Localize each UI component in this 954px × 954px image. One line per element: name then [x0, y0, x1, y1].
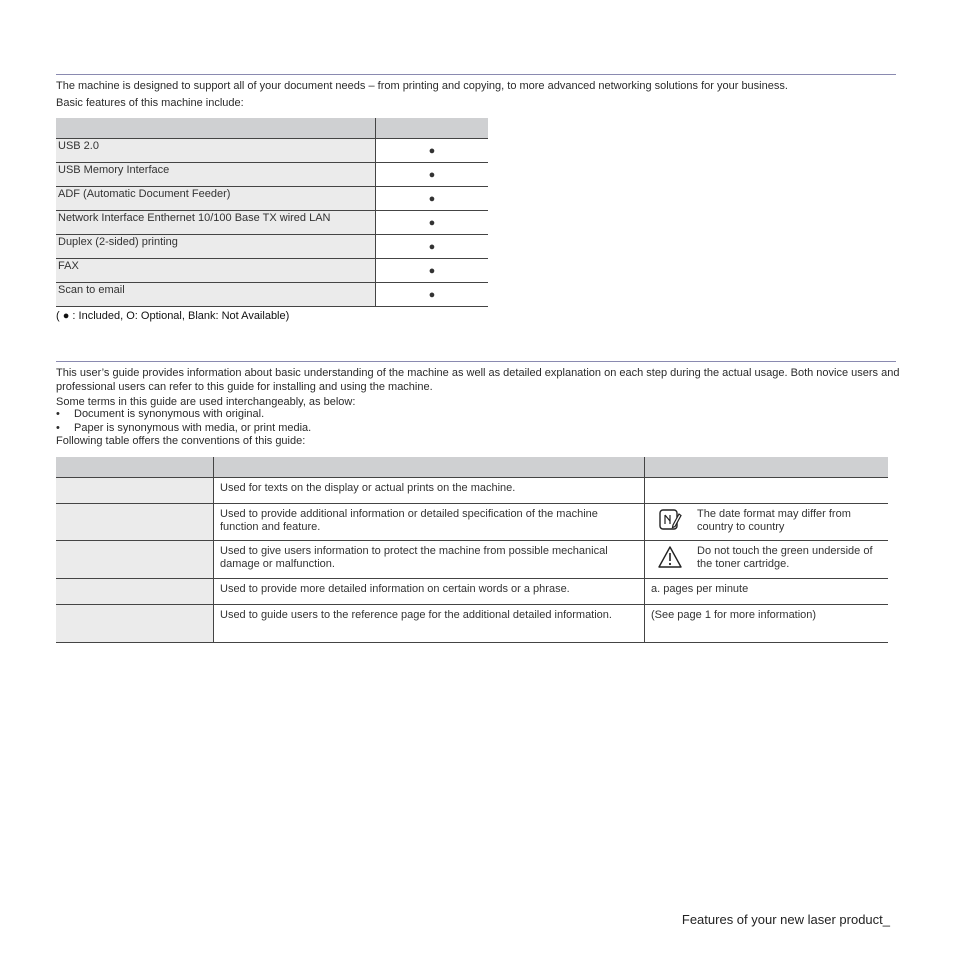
feature-mark: ●: [376, 283, 489, 307]
convention-label: [56, 478, 214, 504]
convention-description: Used to provide more detailed information on certain words or a phrase.: [214, 579, 645, 605]
convention-example: a. pages per minute: [645, 579, 889, 605]
convention-description: Used to give users information to protect the machine from possible mechanical damage or malfunction.: [214, 541, 645, 579]
features-table: [56, 118, 488, 307]
feature-name: FAX: [56, 259, 376, 283]
feature-name: USB 2.0: [56, 139, 376, 163]
conventions-table-header: [56, 457, 888, 478]
convention-example: (See page 1 for more information): [645, 605, 889, 643]
table-row: [56, 235, 488, 259]
guide-intro: This user’s guide provides information about basic understanding of the machine as well as detailed explanation on each step during the actual usage. Both novice users and professional users can refer to this guide for installing and using the machine.: [56, 367, 900, 393]
conventions-table: [56, 457, 888, 643]
page-footer: Features of your new laser product_: [681, 912, 890, 927]
section-rule-guide: [56, 361, 896, 362]
convention-example: [645, 478, 889, 504]
convention-example: [645, 541, 889, 579]
convention-label: [56, 541, 214, 579]
bullet-text: Paper is synonymous with media, or print media.: [74, 422, 312, 434]
section-rule-top: [56, 74, 896, 75]
table-row: [56, 478, 888, 504]
convention-label: [56, 605, 214, 643]
intro-subtext: Basic features of this machine include:: [56, 97, 244, 109]
guide-table-intro: Following table offers the conventions of this guide:: [56, 435, 306, 447]
features-table-header: [56, 118, 488, 139]
features-legend: ( ● : Included, O: Optional, Blank: Not Available): [56, 310, 290, 322]
convention-description: Used to provide additional information or detailed specification of the machine function and feature.: [214, 504, 645, 541]
table-row: [56, 139, 488, 163]
table-row: [56, 541, 888, 579]
example-text: Do not touch the green underside of the toner cartridge.: [697, 545, 873, 570]
table-row: [56, 163, 488, 187]
feature-name: Scan to email: [56, 283, 376, 307]
table-row: [56, 504, 888, 541]
feature-mark: ●: [376, 163, 489, 187]
convention-label: [56, 579, 214, 605]
convention-description: Used for texts on the display or actual prints on the machine.: [214, 478, 645, 504]
note-icon: [657, 508, 683, 532]
table-row: [56, 259, 488, 283]
convention-example: [645, 504, 889, 541]
feature-mark: ●: [376, 235, 489, 259]
table-row: [56, 605, 888, 643]
feature-mark: ●: [376, 211, 489, 235]
convention-description: Used to guide users to the reference page for the additional detailed information.: [214, 605, 645, 643]
table-row: [56, 283, 488, 307]
caution-icon: [657, 545, 683, 569]
guide-terms-intro: Some terms in this guide are used interchangeably, as below:: [56, 396, 356, 408]
convention-label: [56, 504, 214, 541]
feature-mark: ●: [376, 259, 489, 283]
intro-text: The machine is designed to support all of your document needs – from printing and copying, to more advanced networking solutions for your business.: [56, 80, 788, 92]
guide-bullet-2: • Paper is synonymous with media, or print media.: [56, 422, 312, 434]
feature-mark: ●: [376, 187, 489, 211]
bullet-text: Document is synonymous with original.: [74, 408, 265, 420]
feature-name: USB Memory Interface: [56, 163, 376, 187]
feature-name: Duplex (2-sided) printing: [56, 235, 376, 259]
guide-bullet-1: • Document is synonymous with original.: [56, 408, 265, 420]
table-row: [56, 187, 488, 211]
table-row: [56, 579, 888, 605]
feature-mark: ●: [376, 139, 489, 163]
table-row: [56, 211, 488, 235]
feature-name: ADF (Automatic Document Feeder): [56, 187, 376, 211]
feature-name: Network Interface Enthernet 10/100 Base TX wired LAN: [56, 211, 376, 235]
example-text: The date format may differ from country to country: [697, 508, 851, 533]
